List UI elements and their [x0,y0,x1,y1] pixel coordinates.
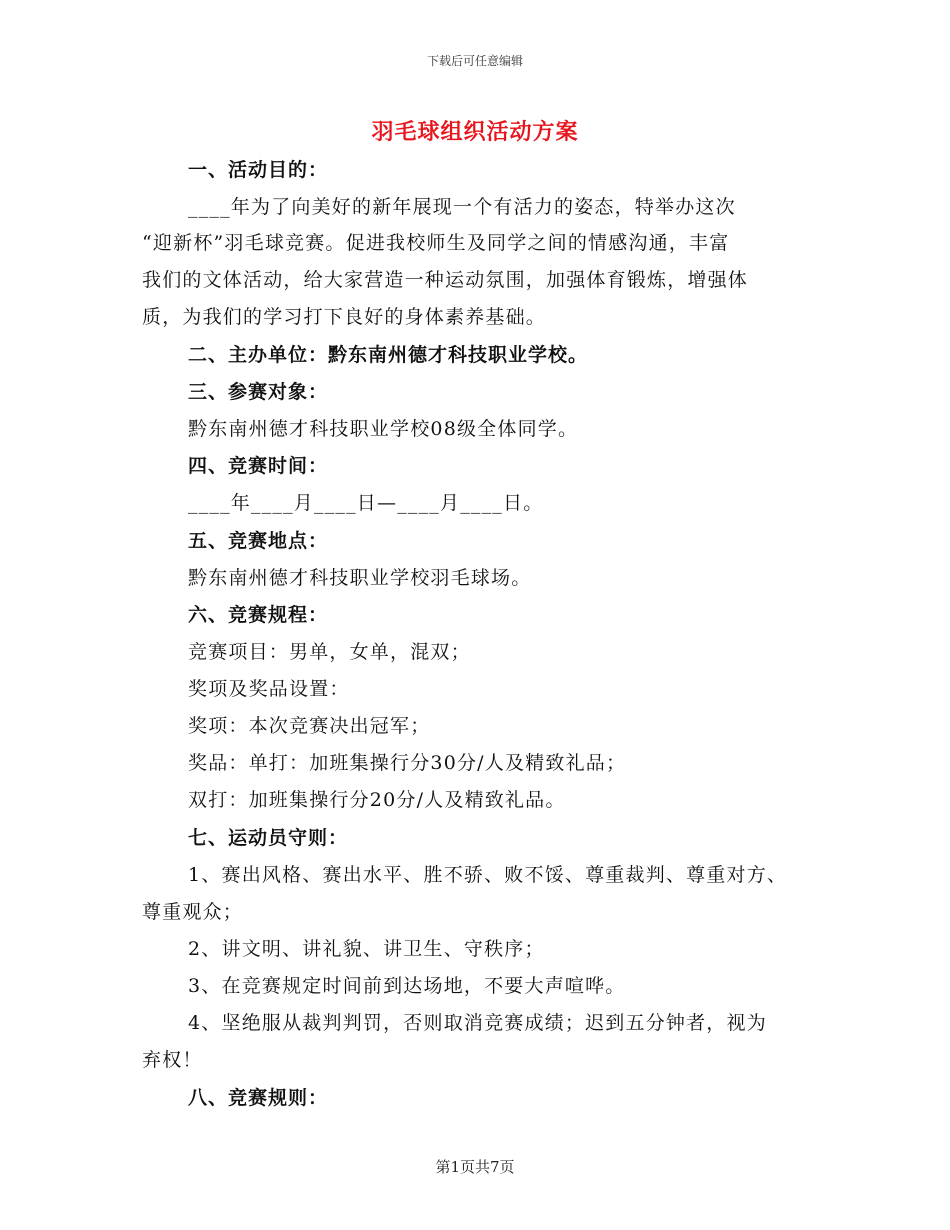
paragraph-line: “迎新杯”羽毛球竞赛。促进我校师生及同学之间的情感沟通，丰富 [142,232,730,254]
section-heading-participants: 三、参赛对象： [188,381,329,403]
date-line: ____年____月____日—____月____日。 [188,492,544,514]
section-heading-athlete-code: 七、运动员守则： [188,827,349,849]
page-header: 下载后可任意编辑 [426,54,523,68]
document-title: 羽毛球组织活动方案 [371,119,579,145]
rule-item-continued: 弃权！ [142,1049,203,1071]
section-heading-time: 四、竞赛时间： [188,455,329,477]
paragraph-line: ____年为了向美好的新年展现一个有活力的姿态，特举办这次 [188,196,736,218]
paragraph-line: 双打：加班集操行分20分/人及精致礼品。 [188,789,566,811]
section-heading-competition-rules: 八、竞赛规则： [188,1087,329,1109]
paragraph-line: 质，为我们的学习打下良好的身体素养基础。 [142,306,547,328]
rule-item: 2、讲文明、讲礼貌、讲卫生、守秩序； [188,938,545,960]
section-heading-organizer: 二、主办单位：黔东南州德才科技职业学校。 [188,344,589,366]
paragraph-line: 奖项：本次竞赛决出冠军； [188,715,431,737]
paragraph-line: 竞赛项目：男单，女单，混双； [188,641,471,663]
section-heading-purpose: 一、活动目的： [188,159,329,181]
paragraph-line: 黔东南州德才科技职业学校08级全体同学。 [188,418,579,440]
rule-item-continued: 尊重观众； [142,901,244,923]
paragraph-line: 我们的文体活动，给大家营造一种运动氛围，加强体育锻炼，增强体 [142,269,749,291]
paragraph-line: 黔东南州德才科技职业学校羽毛球场。 [188,567,532,589]
rule-item: 3、在竞赛规定时间前到达场地，不要大声喧哗。 [188,975,626,997]
paragraph-line: 奖项及奖品设置： [188,678,350,700]
paragraph-line: 奖品：单打：加班集操行分30分/人及精致礼品； [188,752,627,774]
section-heading-rules-procedure: 六、竞赛规程： [188,604,329,626]
rule-item: 1、赛出风格、赛出水平、胜不骄、败不馁、尊重裁判、尊重对方、 [188,864,788,886]
page-footer: 第1页共7页 [435,1158,515,1176]
section-heading-venue: 五、竞赛地点： [188,530,329,552]
rule-item: 4、坚绝服从裁判判罚，否则取消竞赛成绩；迟到五分钟者，视为 [188,1012,767,1034]
